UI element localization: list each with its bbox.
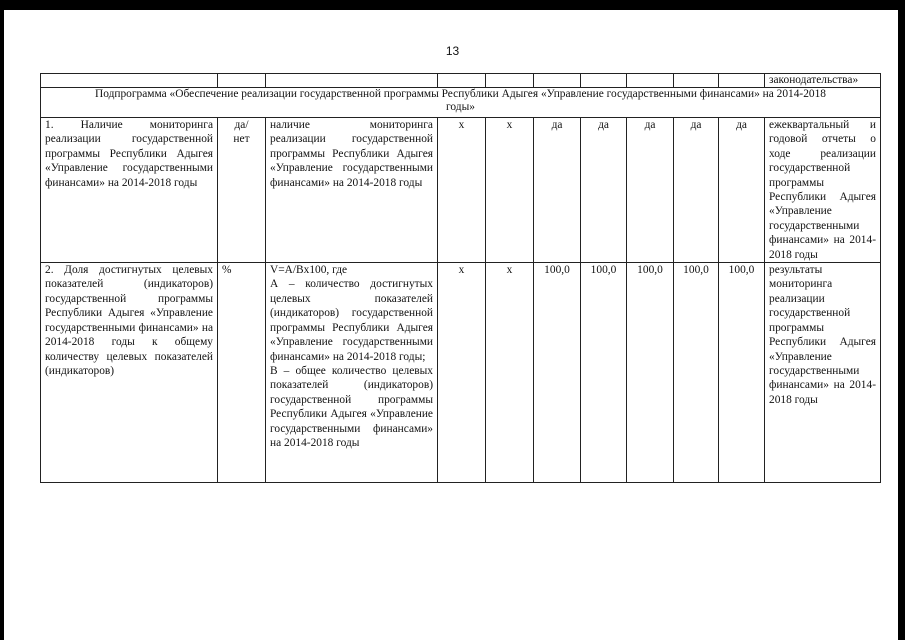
indicator-value: х xyxy=(486,263,534,483)
indicator-unit: % xyxy=(218,263,266,483)
table-cell xyxy=(266,74,438,88)
indicator-method: наличие мониторинга реализации государственной программы Республики Адыгея «Управление государственными финансами» на 2014-2018 годы xyxy=(266,118,438,263)
table-row-subprogram xyxy=(41,88,881,118)
indicator-name: 2. Доля достигнутых целевых показателей (индикаторов) государственной программы Республики Адыгея «Управление государственными финансами» на 2014-2018 годы к общему количеству целевых показателей (индикаторов) xyxy=(41,263,218,483)
indicator-source: результаты мониторинга реализации государственной программы Республики Адыгея «Управление государственными финансами» на 2014-2018 годы xyxy=(765,263,881,483)
indicator-value: 100,0 xyxy=(534,263,581,483)
indicator-value: да xyxy=(627,118,674,263)
indicator-value: х xyxy=(438,118,486,263)
table-row xyxy=(41,118,881,263)
table-cell xyxy=(218,74,266,88)
page-number: 13 xyxy=(445,44,460,58)
indicator-method: V=A/Bx100, где А – количество достигнутых целевых показателей (индикаторов) государственной программы Республики Адыгея «Управление государственными финансами» на 2014-2018 годы; В – общее количество целевых показателей (индикаторов) государственной программы Республики Адыгея «Управление государственными финансами» на 2014-2018 годы xyxy=(266,263,438,483)
indicator-value: 100,0 xyxy=(627,263,674,483)
table-cell xyxy=(486,74,534,88)
table-cell xyxy=(719,74,765,88)
indicator-value: да xyxy=(674,118,719,263)
table-cell xyxy=(674,74,719,88)
indicator-value: да xyxy=(719,118,765,263)
indicator-value: х xyxy=(438,263,486,483)
scan-edge-top xyxy=(0,0,905,10)
table-cell xyxy=(438,74,486,88)
indicator-value: 100,0 xyxy=(674,263,719,483)
indicators-table xyxy=(40,73,881,483)
subprogram-title: Подпрограмма «Обеспечение реализации государственной программы Республики Адыгея «Управление государственными финансами» на 2014-2018 годы» xyxy=(41,88,881,118)
table-cell xyxy=(627,74,674,88)
table-cell xyxy=(41,74,218,88)
indicator-value: да xyxy=(581,118,627,263)
table-row xyxy=(41,263,881,483)
scan-edge-right xyxy=(898,0,905,640)
table-cell xyxy=(534,74,581,88)
indicator-value: 100,0 xyxy=(719,263,765,483)
continuation-text: законодательства» xyxy=(765,74,881,88)
indicator-name: 1. Наличие мониторинга реализации государственной программы Республики Адыгея «Управление государственными финансами» на 2014-2018 годы xyxy=(41,118,218,263)
indicator-value: 100,0 xyxy=(581,263,627,483)
table-cell xyxy=(581,74,627,88)
scan-edge-left xyxy=(0,0,4,640)
table-row-continuation xyxy=(41,74,881,88)
indicator-value: х xyxy=(486,118,534,263)
indicator-unit: да/ нет xyxy=(218,118,266,263)
indicator-value: да xyxy=(534,118,581,263)
indicator-source: ежеквартальный и годовой отчеты о ходе реализации государственной программы Республики Адыгея «Управление государственными финансами» на 2014-2018 годы xyxy=(765,118,881,263)
